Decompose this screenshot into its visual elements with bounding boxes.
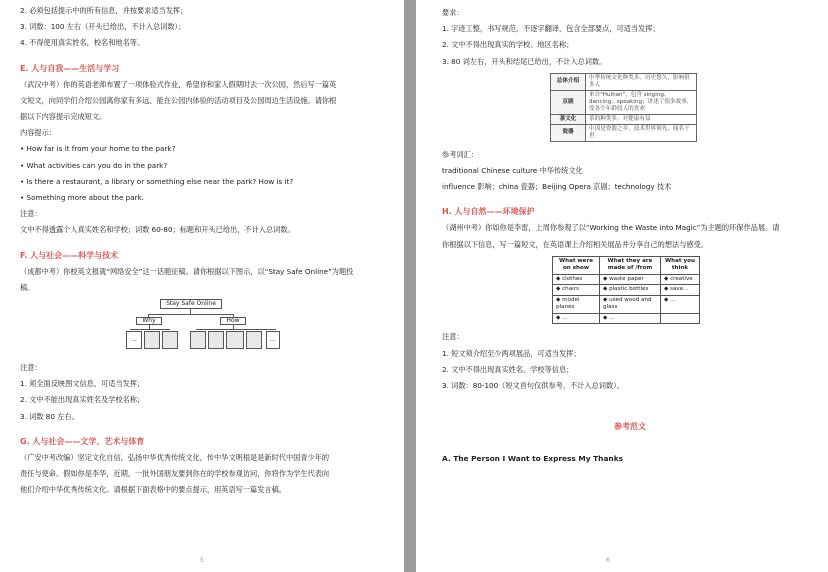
diagram-image-box [246, 331, 262, 349]
table-cell-label: 瓷器 [551, 124, 586, 141]
tip-bullet: • How far is it from your home to the park? [20, 144, 176, 154]
diagram-image-box [190, 331, 206, 349]
table-row [553, 295, 700, 313]
vocab-line: influence 影响；china 瓷器；Beijing Opera 京剧；technology 技术 [442, 182, 672, 192]
table-cell: ◆ chairs [553, 285, 600, 296]
section-heading-f: F. 人与社会——科学与技术 [20, 250, 119, 260]
table-cell: ◆ model planes [553, 295, 600, 313]
diagram-box: … [126, 331, 142, 349]
requirement-line: 4. 不得使用真实姓名，校名和地名等。 [20, 38, 145, 48]
diagram-image-box [208, 331, 224, 349]
tips-label: 内容提示： [20, 128, 56, 138]
vocab-line: traditional Chinese culture 中华传统文化 [442, 166, 583, 176]
tip-bullet: • What activities can you do in the park? [20, 160, 168, 170]
table-cell-label: 总体介绍 [551, 73, 586, 90]
table-row [551, 114, 697, 124]
table-row [551, 73, 697, 90]
requirement-line: 2. 必须包括提示中的所有信息，并按要求适当发挥； [20, 6, 188, 15]
diagram-why-box: Why [136, 317, 162, 325]
table-cell [661, 313, 700, 324]
note-line: 1. 短文须介绍至少两项展品，可适当发挥； [442, 348, 581, 358]
diagram-box: … [266, 331, 280, 349]
paragraph-line: （广安中考改编）坚定文化自信，弘扬中华优秀传统文化，传中华文明根是是新时代中国青少年的 [20, 452, 330, 462]
paragraph-line: 你根据以下信息，写一篇短文，在英语课上介绍相关展品并分享自己的想法与感受。 [442, 239, 708, 249]
note-label: 注意： [20, 363, 42, 373]
diagram-image-box [162, 331, 178, 349]
table-cell-label: 京剧 [551, 90, 586, 114]
diagram-how-box: How [220, 317, 246, 325]
section-heading-e: E. 人与自我——生活与学习 [20, 63, 120, 73]
table-cell: ◆ creative [661, 274, 700, 285]
table-cell: ◆ save… [661, 285, 700, 296]
paragraph-line: （成都中考）你校英文报就“网络安全”这一话题征稿。请你根据以下图示，以“Stay Safe Online”为题投 [20, 266, 354, 276]
note-line: 3. 词数 80 左右。 [20, 411, 79, 421]
diagram-image-box [144, 331, 160, 349]
note-line: 2. 文中不得出现真实姓名、学校等信息； [442, 364, 574, 374]
note-text: 文中不得透露个人真实姓名和学校；词数 60-80；标题和开头已给出，不计入总词数。 [20, 225, 295, 235]
page-left [0, 0, 404, 572]
note-line: 3. 词数：80-100（短文首句仅供参考，不计入总词数）。 [442, 380, 624, 390]
diagram-image-box [226, 331, 244, 349]
reference-title: 参考范文 [614, 422, 646, 432]
table-header: What they are made of /from [600, 256, 661, 274]
paragraph-line: 据以下内容提示完成短文。 [20, 112, 107, 122]
requirement-line: 3. 词数：100 左右（开头已给出，不计入总词数）； [20, 22, 186, 32]
vocab-label: 参考词汇： [442, 149, 478, 159]
table-cell-value: 中国是瓷器之乡，技术世界领先，闻名于世 [586, 124, 697, 141]
diagram-title-box: Stay Safe Online [160, 299, 222, 309]
table-row [551, 124, 697, 141]
paragraph-line: 责任与使命。假如你是李华，近期，一批外国朋友要到你在的学校参观访问，你将作为学生代表向 [20, 469, 330, 479]
paragraph-line: 文短文，向同学们介绍公园离你家有多远、能在公园内体验的活动项目及公园周边生活设施。请你根 [20, 95, 337, 105]
paragraph-line: （武汉中考）你的英语老师布置了一项体验式作业，希望你和家人假期时去一次公园，然后写一篇英 [20, 79, 337, 89]
table-cell: ◆ clothes [553, 274, 600, 285]
table-cell: ◆ … [661, 295, 700, 313]
table-cell: ◆ plastic bottles [600, 285, 661, 296]
requirements-label: 要求： [442, 8, 464, 17]
culture-info-table [550, 73, 697, 142]
paragraph-line: 稿。 [20, 282, 35, 292]
page-number: 6 [606, 557, 610, 564]
requirement-line: 2. 文中不得出现真实的学校、地区名称； [442, 40, 574, 50]
note-label: 注意： [20, 209, 42, 219]
table-row [553, 313, 700, 324]
table-cell: ◆ used wood and glass [600, 295, 661, 313]
section-heading-h: H. 人与自然——环境保护 [442, 207, 535, 217]
section-heading-g: G. 人与社会——文学、艺术与体育 [20, 436, 145, 446]
requirement-line: 1. 字迹工整，书写规范，不逐字翻译，包含全部要点，可适当发挥； [442, 24, 660, 34]
table-header-row [553, 256, 700, 274]
reference-subtitle: A. The Person I Want to Express My Thanks [442, 454, 624, 464]
table-cell-value: 来自"Huihan"，包含 singing、dancing、speaking；讲述了很多故事，受各个年龄段人的喜欢 [586, 90, 697, 114]
note-line: 1. 须全面反映图文信息，可适当发挥； [20, 379, 145, 389]
table-row [553, 274, 700, 285]
requirement-line: 3. 80 词左右，开头和结尾已给出，不计入总词数。 [442, 56, 607, 66]
table-cell: ◆ … [553, 313, 600, 324]
tip-bullet: • Something more about the park. [20, 193, 145, 203]
page-number: 5 [200, 557, 204, 564]
table-cell-value: 中华传统文化种类多、历史悠久，影响很多人 [586, 73, 697, 90]
note-line: 2. 文中不能出现真实姓名及学校名称； [20, 395, 145, 405]
table-row [553, 285, 700, 296]
paragraph-line: （湖州中考）你如你是李雷，上周你参观了以“Working the Waste into Magic”为主题的环保作品展。请 [442, 223, 780, 233]
note-label: 注意： [442, 332, 464, 342]
table-cell: ◆ … [600, 313, 661, 324]
exhibition-table [552, 256, 700, 325]
table-cell-label: 茶文化 [551, 114, 586, 124]
paragraph-line: 他们介绍中华优秀传统文化。请根据下面表格中的要点提示，用英语写一篇发言稿。 [20, 485, 286, 495]
tip-bullet: • Is there a restaurant, a library or something else near the park? How is it? [20, 176, 294, 186]
table-row [551, 90, 697, 114]
table-header: What you think [661, 256, 700, 274]
table-cell: ◆ waste paper [600, 274, 661, 285]
table-header: What were on show [553, 256, 600, 274]
stay-safe-diagram [130, 299, 280, 355]
table-cell-value: 茶的种类多，对健康有益 [586, 114, 697, 124]
page-right [416, 0, 828, 572]
